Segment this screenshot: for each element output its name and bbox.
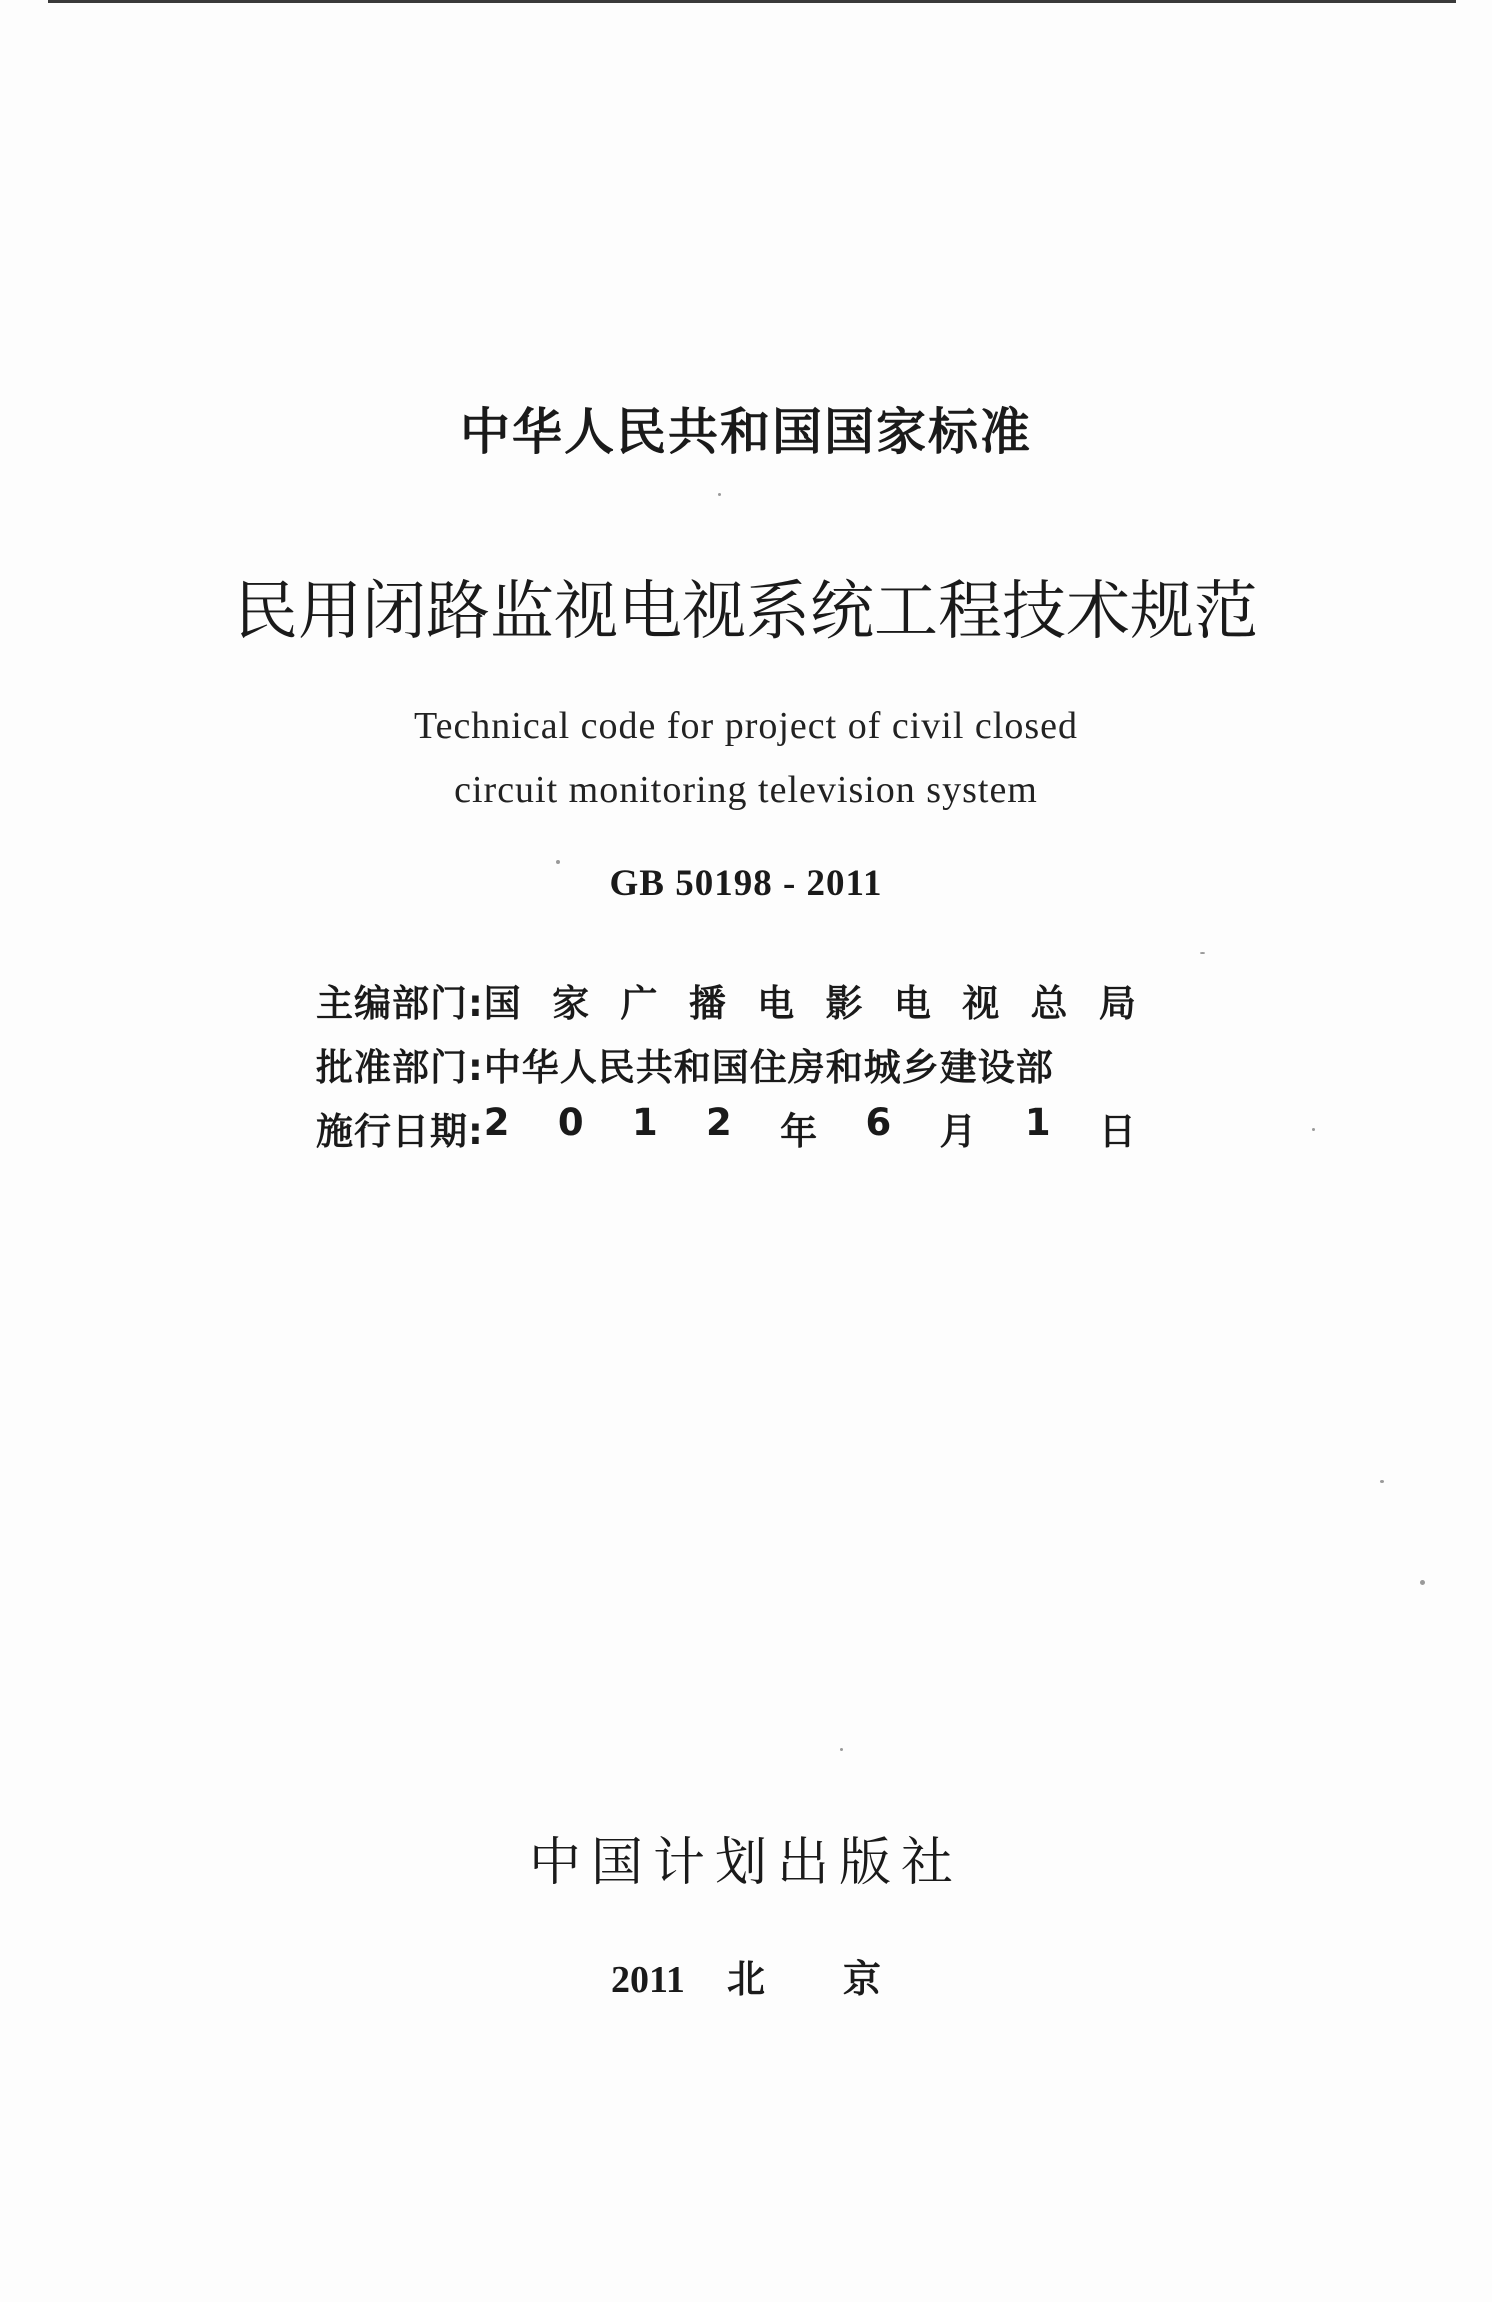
value-char: 广 (620, 982, 658, 1025)
standard-code: GB 50198 - 2011 (609, 863, 883, 904)
value-char: 局 (1098, 982, 1136, 1025)
chief-editor-row (316, 968, 1136, 1032)
metadata-block (316, 968, 1136, 1160)
value-char: 家 (552, 982, 590, 1025)
english-title-line-1: Technical code for project of civil closed (414, 705, 1078, 747)
standard-type-heading: 中华人民共和国国家标准 (460, 403, 1032, 461)
publisher-name: 中国计划出版社 (528, 1833, 963, 1893)
scan-speck (1420, 1580, 1425, 1585)
date-char: 2 (706, 1101, 732, 1144)
effective-date-label: 施行日期: (316, 1110, 484, 1153)
chief-editor-value (484, 973, 1136, 1027)
date-char: 0 (557, 1101, 584, 1144)
date-char: 1 (631, 1101, 658, 1144)
date-char: 2 (483, 1101, 510, 1144)
approval-dept-value: 中华人民共和国住房和城乡建设部 (483, 1046, 1054, 1089)
imprint-city-char: 京 (842, 1957, 881, 2001)
date-char: 1 (1024, 1101, 1051, 1144)
date-char: 月 (939, 1110, 977, 1153)
value-char: 国 (483, 982, 521, 1025)
date-char: 6 (865, 1101, 892, 1144)
english-title-line-2: circuit monitoring television system (454, 769, 1038, 811)
effective-date-row (316, 1096, 1136, 1160)
imprint-year: 2011 (611, 1959, 685, 2001)
chief-editor-label: 主编部门: (316, 982, 484, 1025)
date-char: 年 (780, 1110, 818, 1153)
value-char: 电 (757, 982, 795, 1025)
value-char: 总 (1030, 982, 1068, 1025)
imprint-city-char: 北 (726, 1957, 765, 2001)
scan-speck (718, 493, 721, 496)
scan-speck (1200, 952, 1205, 954)
chinese-title: 民用闭路监视电视系统工程技术规范 (234, 575, 1258, 649)
date-char: 日 (1098, 1110, 1136, 1153)
top-rule (48, 0, 1456, 3)
scan-speck (1380, 1480, 1384, 1483)
value-char: 视 (962, 982, 1000, 1025)
value-char: 电 (893, 982, 931, 1025)
approval-dept-row (316, 1032, 1136, 1096)
scan-speck (840, 1748, 843, 1751)
value-char: 影 (825, 982, 863, 1025)
approval-dept-label: 批准部门: (316, 1046, 484, 1089)
english-title (0, 694, 1492, 822)
imprint-line (0, 1948, 1492, 2003)
effective-date-value (484, 1101, 1136, 1155)
scan-speck (1312, 1128, 1315, 1131)
value-char: 播 (688, 982, 726, 1025)
scan-speck (556, 860, 560, 864)
